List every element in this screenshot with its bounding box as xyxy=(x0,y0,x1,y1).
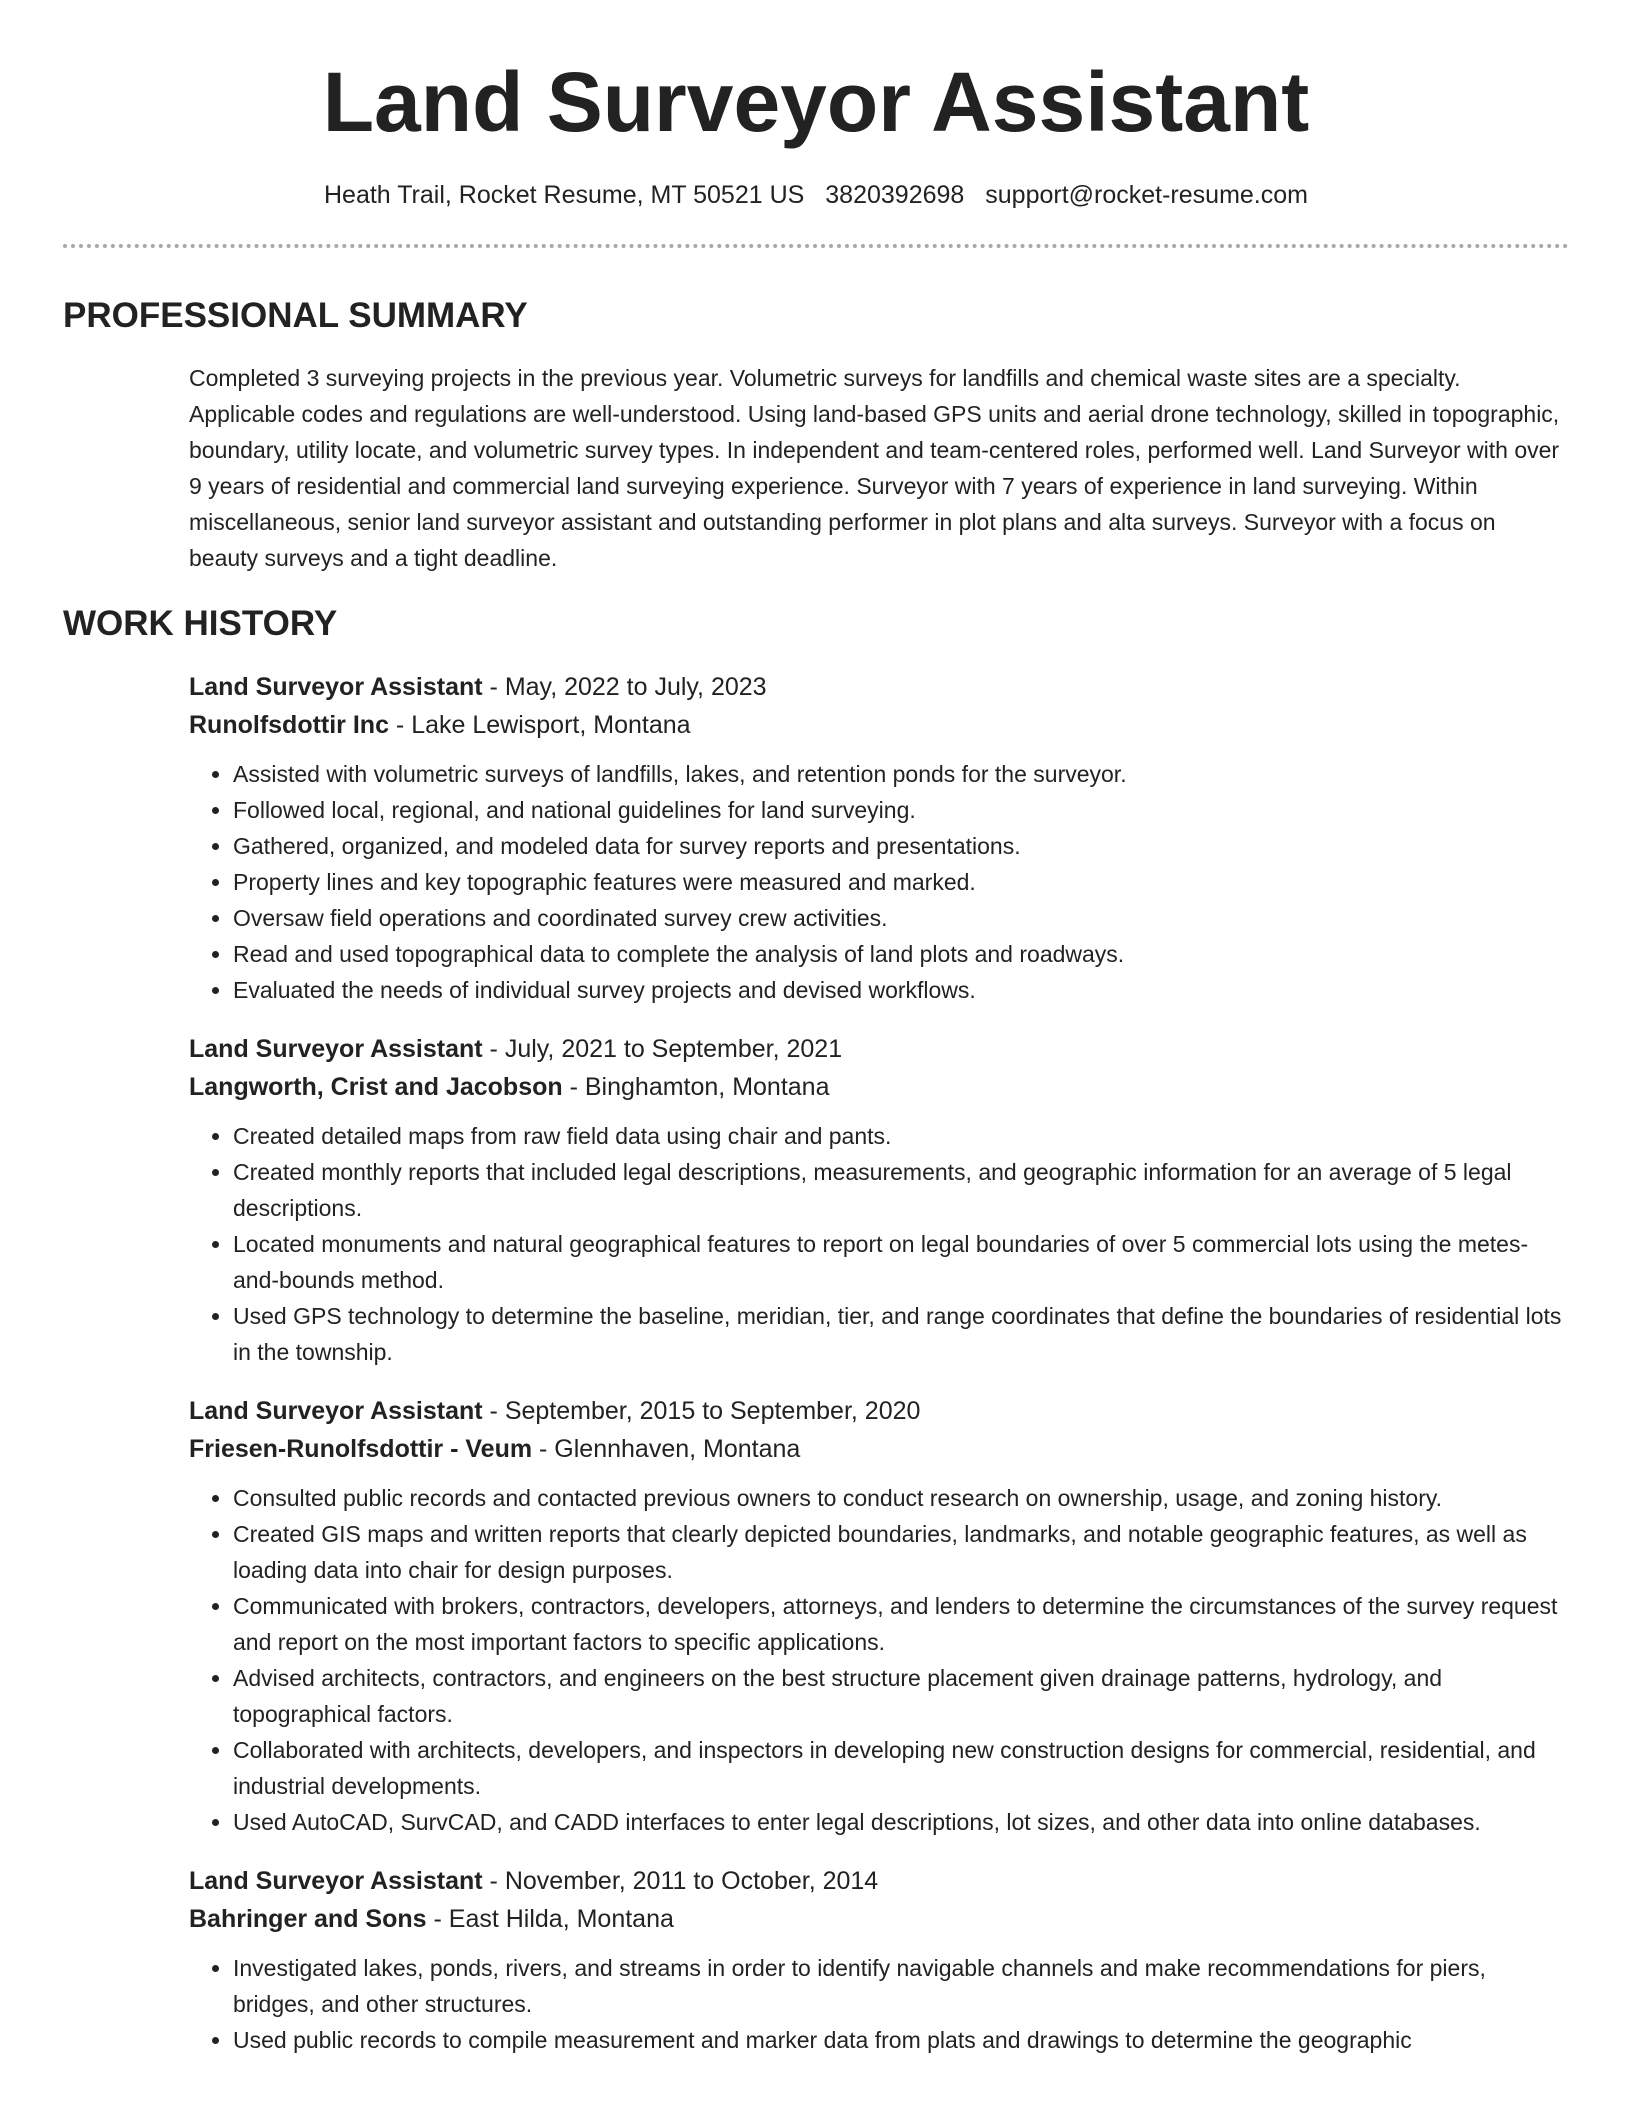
job-location: - Lake Lewisport, Montana xyxy=(388,711,691,739)
job-bullet: • Gathered, organized, and modeled data for survey reports and presentations. xyxy=(233,828,1569,864)
job-bullet: • Property lines and key topographic features were measured and marked. xyxy=(233,864,1569,900)
contact-line xyxy=(63,180,1569,210)
job-company: Friesen-Runolfsdottir - Veum xyxy=(189,1435,533,1463)
summary-text: Completed 3 surveying projects in the previous year. Volumetric surveys for landfills and chemical waste sites are a specialty. Applicable codes and regulations are well-understood. Using land-based GPS units and aerial drone technology, skilled in topographic, boundary, utility locate, and volumetric survey types. In independent and team-centered roles, performed well. Land Surveyor with over 9 years of residential and commercial land surveying experience. Surveyor with 7 years of experience in land surveying. Within miscellaneous, senior land surveyor assistant and outstanding performer in plot plans and alta surveys. Surveyor with a focus on beauty surveys and a tight deadline. xyxy=(189,365,1560,571)
job-dates: - May, 2022 to July, 2023 xyxy=(482,673,767,701)
work-history-heading: WORK HISTORY xyxy=(63,604,338,643)
job-bullets xyxy=(189,1480,1569,1840)
job-entry xyxy=(189,668,1569,1008)
job-title: Land Surveyor Assistant xyxy=(189,1397,483,1425)
job-company-line xyxy=(189,1900,1569,1938)
job-location: - Glennhaven, Montana xyxy=(532,1435,801,1463)
job-title-line xyxy=(189,668,1569,706)
contact-email: support@rocket-resume.com xyxy=(985,181,1308,209)
job-bullet: • Used AutoCAD, SurvCAD, and CADD interfaces to enter legal descriptions, lot sizes, and other data into online databases. xyxy=(233,1804,1569,1840)
job-bullet: • Created detailed maps from raw field data using chair and pants. xyxy=(233,1118,1569,1154)
job-company-line xyxy=(189,1430,1569,1468)
job-bullet: • Investigated lakes, ponds, rivers, and streams in order to identify navigable channels and make recommendations for piers, bridges, and other structures. xyxy=(233,1950,1569,2022)
job-title-line xyxy=(189,1030,1569,1068)
job-bullet: • Created monthly reports that included legal descriptions, measurements, and geographic information for an average of 5 legal descriptions. xyxy=(233,1154,1569,1226)
job-entry xyxy=(189,1030,1569,1370)
job-bullet: • Evaluated the needs of individual survey projects and devised workflows. xyxy=(233,972,1569,1008)
job-bullet: • Collaborated with architects, developers, and inspectors in developing new construction designs for commercial, residential, and industrial developments. xyxy=(233,1732,1569,1804)
job-bullets xyxy=(189,1950,1569,2058)
job-bullets xyxy=(189,756,1569,1008)
job-bullet: • Used public records to compile measurement and marker data from plats and drawings to determine the geographic xyxy=(233,2022,1569,2058)
job-dates: - July, 2021 to September, 2021 xyxy=(482,1035,843,1063)
header-divider xyxy=(63,244,1569,248)
job-company: Bahringer and Sons xyxy=(189,1905,427,1933)
job-title-line xyxy=(189,1392,1569,1430)
job-company: Runolfsdottir Inc xyxy=(189,711,389,739)
work-history-section xyxy=(63,602,1569,2058)
job-bullet: • Oversaw field operations and coordinated survey crew activities. xyxy=(233,900,1569,936)
job-entry xyxy=(189,1862,1569,2058)
job-bullet: • Followed local, regional, and national guidelines for land surveying. xyxy=(233,792,1569,828)
resume-name: Land Surveyor Assistant xyxy=(322,55,1310,149)
job-title-line xyxy=(189,1862,1569,1900)
job-location: - East Hilda, Montana xyxy=(426,1905,674,1933)
job-bullet: • Advised architects, contractors, and engineers on the best structure placement given drainage patterns, hydrology, and topographical factors. xyxy=(233,1660,1569,1732)
job-bullet: • Consulted public records and contacted previous owners to conduct research on ownership, usage, and zoning history. xyxy=(233,1480,1569,1516)
job-bullets xyxy=(189,1118,1569,1370)
job-entry xyxy=(189,1392,1569,1840)
job-bullet: • Used GPS technology to determine the baseline, meridian, tier, and range coordinates that define the boundaries of residential lots in the township. xyxy=(233,1298,1569,1370)
job-bullet: • Located monuments and natural geographical features to report on legal boundaries of over 5 commercial lots using the metes-and-bounds method. xyxy=(233,1226,1569,1298)
job-dates: - November, 2011 to October, 2014 xyxy=(482,1867,879,1895)
job-dates: - September, 2015 to September, 2020 xyxy=(482,1397,921,1425)
contact-address: Heath Trail, Rocket Resume, MT 50521 US xyxy=(324,181,805,209)
job-title: Land Surveyor Assistant xyxy=(189,1867,483,1895)
job-bullet: • Assisted with volumetric surveys of landfills, lakes, and retention ponds for the surveyor. xyxy=(233,756,1569,792)
job-title: Land Surveyor Assistant xyxy=(189,673,483,701)
job-bullet: • Read and used topographical data to complete the analysis of land plots and roadways. xyxy=(233,936,1569,972)
job-title: Land Surveyor Assistant xyxy=(189,1035,483,1063)
job-bullet: • Created GIS maps and written reports that clearly depicted boundaries, landmarks, and notable geographic features, as well as loading data into chair for design purposes. xyxy=(233,1516,1569,1588)
job-company-line xyxy=(189,706,1569,744)
job-company: Langworth, Crist and Jacobson xyxy=(189,1073,563,1101)
summary-heading: PROFESSIONAL SUMMARY xyxy=(63,296,528,335)
jobs-list xyxy=(189,668,1569,2058)
summary-section xyxy=(63,294,1569,576)
job-location: - Binghamton, Montana xyxy=(562,1073,830,1101)
contact-phone: 3820392698 xyxy=(825,181,965,209)
job-bullet: • Communicated with brokers, contractors, developers, attorneys, and lenders to determine the circumstances of the survey request and report on the most important factors to specific applications. xyxy=(233,1588,1569,1660)
job-company-line xyxy=(189,1068,1569,1106)
